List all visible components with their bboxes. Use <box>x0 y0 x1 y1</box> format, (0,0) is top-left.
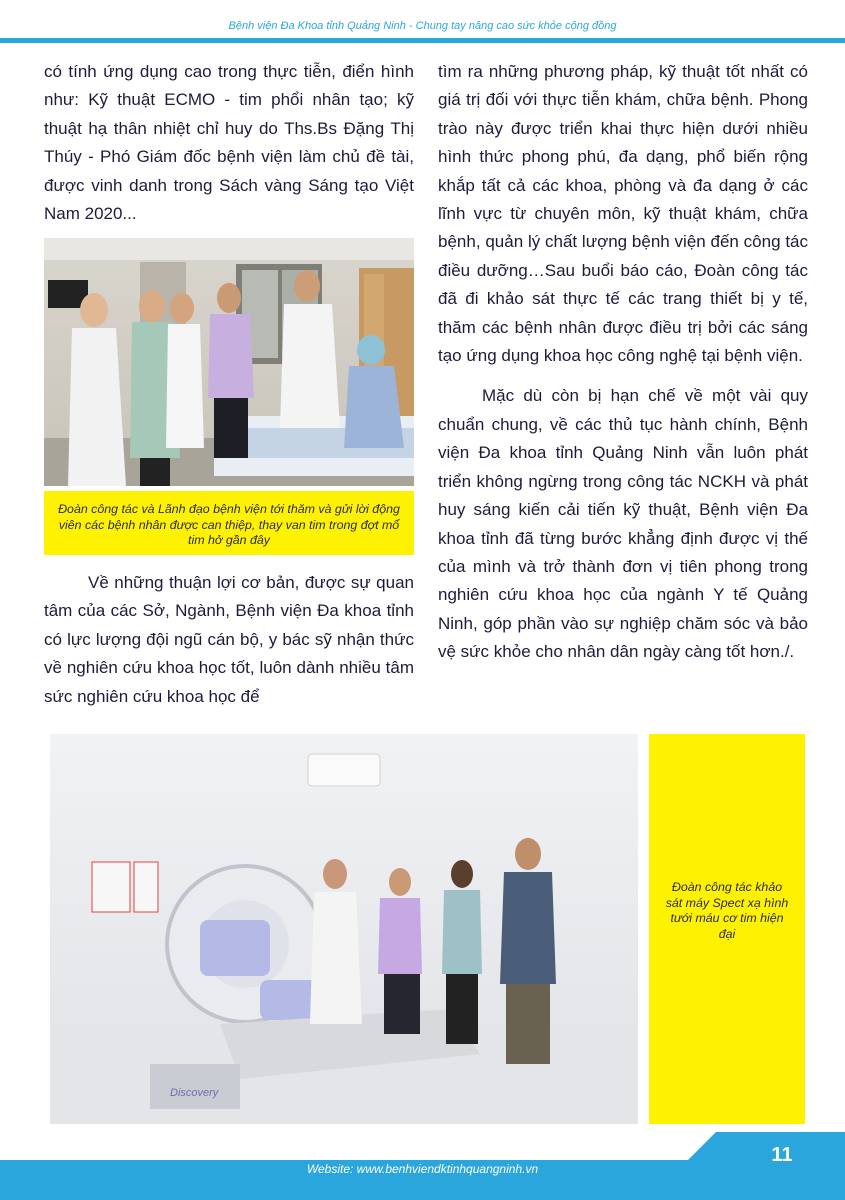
page-number: 11 <box>771 1144 793 1166</box>
right-paragraph-2: Mặc dù còn bị hạn chế về một vài quy chuẩn chung, về các thủ tục hành chính, Bệnh viện Đa khoa tỉnh Quảng Ninh vẫn luôn phát triển không ngừng trong công tác NCKH và phát huy sáng kiến cải tiến kỹ thuật, Bệnh viện Đa khoa tỉnh đã từng bước khẳng định được vị thế của mình và trở thành đơn vị tiên phong trong nghiên cứu khoa học của ngành Y tế Quảng Ninh, góp phần vào sự nghiệp chăm sóc và bảo vệ sức khỏe cho nhân dân ngày càng tốt hơn./. <box>438 386 808 662</box>
left-column-bottom <box>44 569 414 711</box>
left-paragraph-2: Về những thuận lợi cơ bản, được sự quan tâm của các Sở, Ngành, Bệnh viện Đa khoa tỉnh có lực lượng đội ngũ cán bộ, y bác sỹ nhận thức về nghiên cứu khoa học tốt, luôn dành nhiều tâm sức nghiên cứu khoa học để <box>44 573 414 706</box>
spect-machine-photo <box>50 734 638 1124</box>
footer-website: Website: www.benhviendktinhquangninh.vn <box>306 1162 539 1176</box>
page-header <box>0 0 845 50</box>
spect-machine-caption: Đoàn công tác khảo sát máy Spect xạ hình tưới máu cơ tim hiện đại <box>649 734 805 1124</box>
machine-brand-label: Discovery <box>170 1087 219 1099</box>
left-column-top <box>44 58 414 228</box>
ward-visit-caption: Đoàn công tác và Lãnh đạo bệnh viện tới thăm và gửi lời động viên các bệnh nhân được can thiệp, thay van tim trong đợt mổ tim hở gần đây <box>44 491 414 555</box>
right-column <box>438 58 808 667</box>
header-rule <box>0 38 845 43</box>
header-title: Bệnh viện Đa Khoa tỉnh Quảng Ninh - Chung tay nâng cao sức khỏe cộng đồng <box>228 20 617 32</box>
right-paragraph-1: tìm ra những phương pháp, kỹ thuật tốt nhất có giá trị đối với thực tiễn khám, chữa bệnh. Phong trào này được triển khai thực hiện dưới nhiều hình thức phong phú, đa dạng, phổ biến rộng khắp tất cả các khoa, phòng và đa dạng ở các lĩnh vực từ chuyên môn, kỹ thuật khám, chữa bệnh, quản lý chất lượng bệnh viện đến công tác điều dưỡng…Sau buổi báo cáo, Đoàn công tác đã đi khảo sát thực tế các trang thiết bị y tế, thăm các bệnh nhân được điều trị bởi các sáng tạo ứng dụng khoa học công nghệ tại bệnh viện. <box>438 62 808 366</box>
ward-visit-photo <box>44 238 414 486</box>
left-paragraph-1: có tính ứng dụng cao trong thực tiễn, điển hình như: Kỹ thuật ECMO - tim phổi nhân tạo; kỹ thuật hạ thân nhiệt chỉ huy do Ths.Bs Đặng Thị Thúy - Phó Giám đốc bệnh viện làm chủ đề tài, được vinh danh trong Sách vàng Sáng tạo Việt Nam 2020... <box>44 62 414 224</box>
